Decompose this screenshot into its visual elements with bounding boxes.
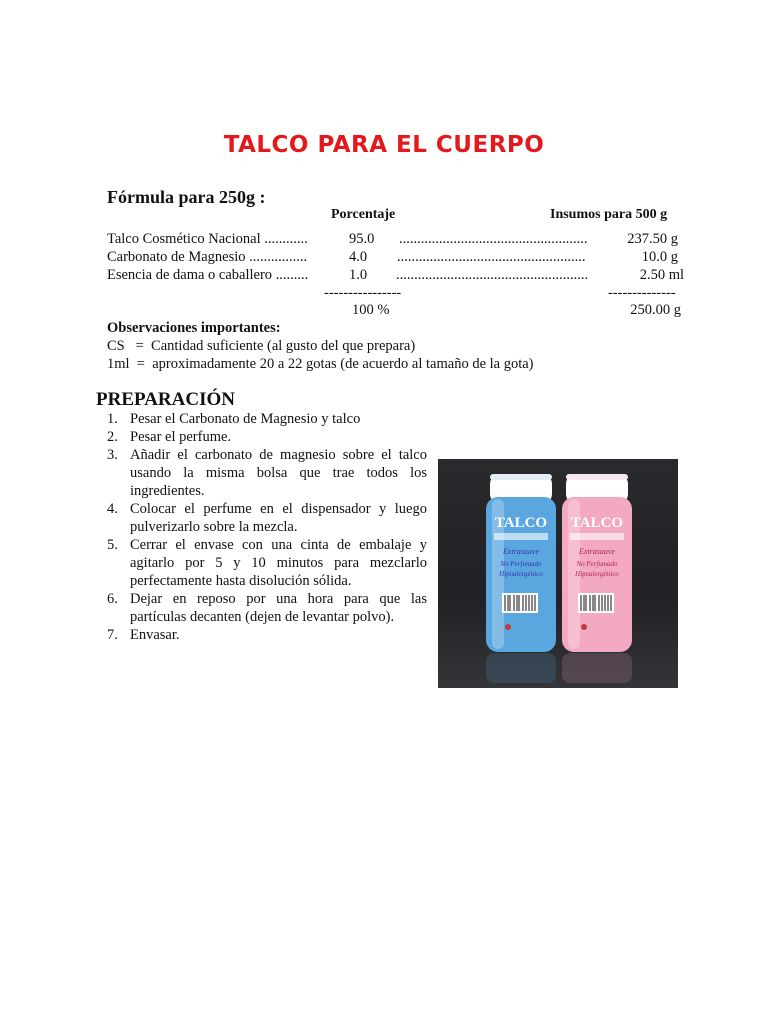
step-text: Pesar el Carbonato de Magnesio y talco [130,411,361,427]
step-text: Dejar en reposo por una hora para que las partículas decanten (dejen de levantar polvo). [130,591,427,625]
pink-bottle-cap-top [566,474,628,480]
total-rule-row [0,285,768,303]
blue-bottle-label: Extrasuave [503,547,539,556]
step-text: Envasar. [130,627,180,643]
ingredient-row [0,267,768,285]
leader-dots: .................................................... [397,249,586,265]
step-number: 4. [107,501,118,517]
pink-bottle-band [570,533,624,540]
observations-heading: Observaciones importantes: [107,320,281,336]
talc-bottles-illustration [438,459,678,688]
observation-line: CS = Cantidad suficiente (al gusto del que prepara) [107,338,416,354]
total-row [0,302,768,320]
total-rule-amount: -------------- [608,285,676,301]
step-item [107,446,427,500]
blue-bottle-band [494,533,548,540]
ingredient-percent: 4.0 [349,249,368,265]
step-text: Colocar el perfume en el dispensador y luego pulverizarlo sobre la mezcla. [130,501,427,535]
ingredient-amount: 2.50 ml [639,267,684,283]
step-text: Cerrar el envase con una cinta de embalaje y agitarlo por 5 y 10 minutos para mezclarlo perfectamente hasta disolución sólida. [130,537,427,589]
column-header-percent: Porcentaje [331,207,396,222]
formula-heading: Fórmula para 250g : [107,187,266,207]
ingredient-row [0,231,768,249]
pink-bottle-line2: Hipoalergénico [575,570,619,578]
leader-dots: ..................................................... [396,267,589,283]
step-item [107,590,427,626]
step-item [107,500,427,536]
ingredient-percent: 95.0 [349,231,375,247]
observation-line: 1ml = aproximadamente 20 a 22 gotas (de acuerdo al tamaño de la gota) [107,356,534,372]
step-number: 5. [107,537,118,553]
step-number: 3. [107,447,118,463]
blue-bottle-reflection [486,653,556,683]
blue-talc-bottle [486,474,556,652]
pink-bottle-brand: TALCO [570,515,624,531]
step-item [107,410,427,428]
blue-bottle-brand: TALCO [494,515,548,531]
ingredient-name: Carbonato de Magnesio ................ [107,249,308,265]
ingredient-row [0,249,768,267]
total-percent: 100 % [352,302,390,318]
step-text: Añadir el carbonato de magnesio sobre el talco usando la misma bolsa que trae todos los ingredientes. [130,447,427,499]
pink-bottle-reflection [562,653,632,683]
blue-bottle-line2: Hipoalergénico [499,570,543,578]
step-number: 2. [107,429,118,445]
step-text: Pesar el perfume. [130,429,232,445]
total-amount: 250.00 g [630,302,681,318]
product-photo [438,459,678,688]
ingredient-amount: 10.0 g [641,249,678,265]
step-item [107,428,427,446]
ingredient-name: Talco Cosmético Nacional ............ [107,231,308,247]
ingredient-percent: 1.0 [349,267,368,283]
pink-bottle-logo [581,624,587,630]
column-header-inputs: Insumos para 500 g [550,207,668,222]
step-number: 6. [107,591,118,607]
blue-bottle-cap-top [490,474,552,480]
leader-dots: .................................................... [399,231,588,247]
step-number: 1. [107,411,118,427]
step-number: 7. [107,627,118,643]
pink-bottle-line1: No Perfumado [576,560,618,568]
page-title: TALCO PARA EL CUERPO [223,132,545,158]
blue-bottle-logo [505,624,511,630]
pink-talc-bottle [562,474,632,652]
step-item [107,626,427,644]
step-item [107,536,427,590]
ingredient-amount: 237.50 g [627,231,678,247]
blue-bottle-barcode [502,593,538,613]
preparation-steps [107,410,427,644]
pink-bottle-label: Extrasuave [579,547,615,556]
pink-bottle-barcode [578,593,614,613]
preparation-heading: PREPARACIÓN [96,389,235,410]
blue-bottle-line1: No Perfumado [500,560,542,568]
ingredient-name: Esencia de dama o caballero ......... [107,267,309,283]
total-rule-percent: ---------------- [324,285,402,301]
